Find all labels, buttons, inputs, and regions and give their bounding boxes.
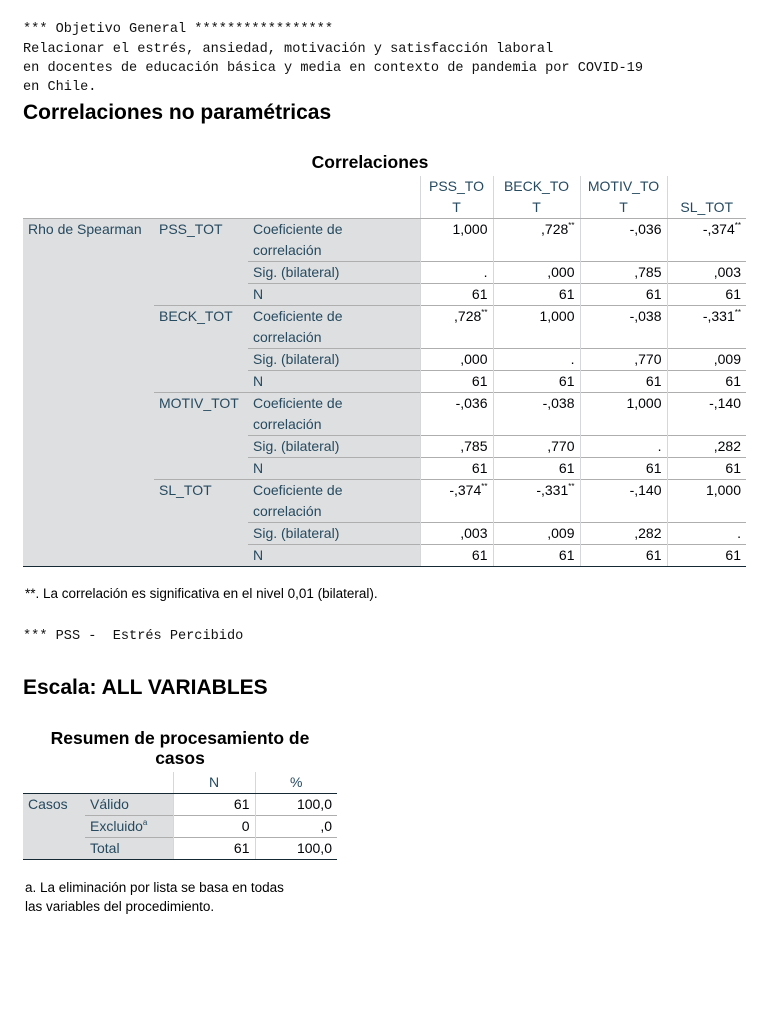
sig-value-1-0: ,000 xyxy=(420,349,493,371)
coef-number: 1,000 xyxy=(705,482,741,498)
case-row-label xyxy=(85,816,173,838)
sig-value-2-2: . xyxy=(580,436,667,458)
stat-label-coef-l2: correlación xyxy=(248,414,420,436)
section-title-scale: Escala: ALL VARIABLES xyxy=(23,676,268,699)
stat-label-coef-l2: correlación xyxy=(248,240,420,262)
n-value-1-0: 61 xyxy=(420,371,493,393)
significance-mark: ** xyxy=(734,308,741,317)
significance-mark: ** xyxy=(568,221,575,230)
n-value-1-3: 61 xyxy=(667,371,746,393)
coef-number: ,728 xyxy=(541,221,569,237)
header-blank xyxy=(23,772,85,794)
significance-mark: ** xyxy=(734,221,741,230)
sig-value-2-1: ,770 xyxy=(493,436,580,458)
case-col-header-1: % xyxy=(255,772,337,794)
coef-value-3-1 xyxy=(493,480,580,523)
coef-number: -,036 xyxy=(629,221,662,237)
stat-label-sig: Sig. (bilateral) xyxy=(248,436,420,458)
coef-number: -,140 xyxy=(629,482,662,498)
case-group-label: Casos xyxy=(23,794,85,860)
coef-number: -,331 xyxy=(702,308,735,324)
coef-value-2-1 xyxy=(493,393,580,436)
table-title-correlaciones: Correlaciones xyxy=(311,152,429,172)
col-header-0-line-2: T xyxy=(420,197,493,219)
coef-value-2-3 xyxy=(667,393,746,436)
coef-value-2-2 xyxy=(580,393,667,436)
significance-mark: ** xyxy=(568,482,575,491)
coef-value-3-0 xyxy=(420,480,493,523)
n-value-3-0: 61 xyxy=(420,545,493,567)
n-value-2-3: 61 xyxy=(667,458,746,480)
n-value-2-0: 61 xyxy=(420,458,493,480)
row-group-label: Rho de Spearman xyxy=(23,219,154,567)
coef-value-0-0 xyxy=(420,219,493,262)
sig-value-0-3: ,003 xyxy=(667,262,746,284)
n-value-0-2: 61 xyxy=(580,284,667,306)
coef-value-1-0 xyxy=(420,306,493,349)
stat-label-sig: Sig. (bilateral) xyxy=(248,262,420,284)
col-header-0-line-1: PSS_TO xyxy=(420,176,493,197)
case-summary-table xyxy=(23,772,337,860)
coef-value-0-2 xyxy=(580,219,667,262)
stat-label-coef-l1: Coeficiente de xyxy=(248,306,420,328)
coef-number: 1,000 xyxy=(626,395,662,411)
col-header-2-line-2: T xyxy=(580,197,667,219)
comment-line-3: en docentes de educación básica y media en contexto de pandemia por COVID-19 xyxy=(23,61,643,76)
col-header-2-line-1: MOTIV_TO xyxy=(580,176,667,197)
coef-number: 1,000 xyxy=(539,308,575,324)
n-value-3-1: 61 xyxy=(493,545,580,567)
case-title-line-1: Resumen de procesamiento de xyxy=(50,728,310,748)
n-value-0-0: 61 xyxy=(420,284,493,306)
stat-label-n: N xyxy=(248,284,420,306)
coef-number: -,038 xyxy=(629,308,662,324)
header-blank xyxy=(154,176,248,197)
coef-value-1-3 xyxy=(667,306,746,349)
significance-mark: ** xyxy=(481,482,488,491)
coef-number: -,140 xyxy=(709,395,741,411)
n-value-3-3: 61 xyxy=(667,545,746,567)
sig-value-3-1: ,009 xyxy=(493,523,580,545)
stat-label-coef-l2: correlación xyxy=(248,327,420,349)
case-row-text: Válido xyxy=(90,796,129,812)
n-value-2-1: 61 xyxy=(493,458,580,480)
sig-value-0-1: ,000 xyxy=(493,262,580,284)
stat-label-n: N xyxy=(248,371,420,393)
coef-value-3-3 xyxy=(667,480,746,523)
case-row-text: Total xyxy=(90,840,120,856)
sig-value-0-2: ,785 xyxy=(580,262,667,284)
coef-value-0-1 xyxy=(493,219,580,262)
coef-number: -,331 xyxy=(536,482,569,498)
stat-label-coef-l1: Coeficiente de xyxy=(248,393,420,415)
sig-value-3-2: ,282 xyxy=(580,523,667,545)
sig-value-1-3: ,009 xyxy=(667,349,746,371)
header-blank xyxy=(248,176,420,197)
comment-line-2: Relacionar el estrés, ansiedad, motivación y satisfacción laboral xyxy=(23,42,554,57)
coef-value-3-2 xyxy=(580,480,667,523)
n-value-1-2: 61 xyxy=(580,371,667,393)
coef-number: ,728 xyxy=(454,308,482,324)
n-value-0-1: 61 xyxy=(493,284,580,306)
n-value-2-2: 61 xyxy=(580,458,667,480)
case-value-n: 61 xyxy=(173,838,255,860)
case-col-header-0: N xyxy=(173,772,255,794)
header-blank xyxy=(23,176,154,197)
sig-value-2-0: ,785 xyxy=(420,436,493,458)
case-title-line-2: casos xyxy=(155,748,205,768)
case-value-pct: 100,0 xyxy=(255,794,337,816)
n-value-0-3: 61 xyxy=(667,284,746,306)
comment-line-1: *** Objetivo General ***************** xyxy=(23,22,333,37)
sig-value-1-1: . xyxy=(493,349,580,371)
n-value-1-1: 61 xyxy=(493,371,580,393)
sig-value-3-3: . xyxy=(667,523,746,545)
coef-value-1-2 xyxy=(580,306,667,349)
variable-label-beck-tot: BECK_TOT xyxy=(154,306,248,393)
correlations-table xyxy=(23,176,746,567)
coef-number: -,374 xyxy=(702,221,735,237)
col-header-3-line-2: SL_TOT xyxy=(667,197,746,219)
footnote-mark: a xyxy=(142,818,148,827)
stat-label-coef-l1: Coeficiente de xyxy=(248,480,420,502)
col-header-1-line-1: BECK_TO xyxy=(493,176,580,197)
case-footnote-line-2: las variables del procedimiento. xyxy=(25,899,215,914)
coef-number: -,036 xyxy=(455,395,488,411)
header-blank xyxy=(23,197,154,219)
coef-number: 1,000 xyxy=(452,221,488,237)
correlation-footnote: **. La correlación es significativa en el nivel 0,01 (bilateral). xyxy=(25,586,378,601)
case-row-label xyxy=(85,838,173,860)
variable-label-motiv-tot: MOTIV_TOT xyxy=(154,393,248,480)
coef-value-2-0 xyxy=(420,393,493,436)
pss-comment: *** PSS - Estrés Percibido xyxy=(23,629,244,644)
significance-mark: ** xyxy=(481,308,488,317)
coef-value-1-1 xyxy=(493,306,580,349)
stat-label-sig: Sig. (bilateral) xyxy=(248,523,420,545)
col-header-1-line-2: T xyxy=(493,197,580,219)
comment-line-4: en Chile. xyxy=(23,80,97,95)
case-value-pct: 100,0 xyxy=(255,838,337,860)
sig-value-3-0: ,003 xyxy=(420,523,493,545)
case-value-pct: ,0 xyxy=(255,816,337,838)
case-footnote xyxy=(25,878,284,916)
case-footnote-line-1: a. La eliminación por lista se basa en todas xyxy=(25,880,284,895)
sig-value-0-0: . xyxy=(420,262,493,284)
table-title-case-summary xyxy=(23,728,337,768)
sig-value-1-2: ,770 xyxy=(580,349,667,371)
case-value-n: 0 xyxy=(173,816,255,838)
header-blank xyxy=(248,197,420,219)
section-title-correlations: Correlaciones no paramétricas xyxy=(23,101,332,124)
n-value-3-2: 61 xyxy=(580,545,667,567)
col-header-3-line-1 xyxy=(667,176,746,197)
stat-label-n: N xyxy=(248,458,420,480)
stat-label-n: N xyxy=(248,545,420,567)
stat-label-coef-l2: correlación xyxy=(248,501,420,523)
coef-number: -,374 xyxy=(449,482,482,498)
case-row-label xyxy=(85,794,173,816)
header-blank xyxy=(85,772,173,794)
variable-label-pss-tot: PSS_TOT xyxy=(154,219,248,306)
stat-label-coef-l1: Coeficiente de xyxy=(248,219,420,241)
stat-label-sig: Sig. (bilateral) xyxy=(248,349,420,371)
header-blank xyxy=(154,197,248,219)
case-row-text: Excluido xyxy=(90,818,143,834)
coef-number: -,038 xyxy=(542,395,575,411)
sig-value-2-3: ,282 xyxy=(667,436,746,458)
coef-value-0-3 xyxy=(667,219,746,262)
case-value-n: 61 xyxy=(173,794,255,816)
variable-label-sl-tot: SL_TOT xyxy=(154,480,248,567)
